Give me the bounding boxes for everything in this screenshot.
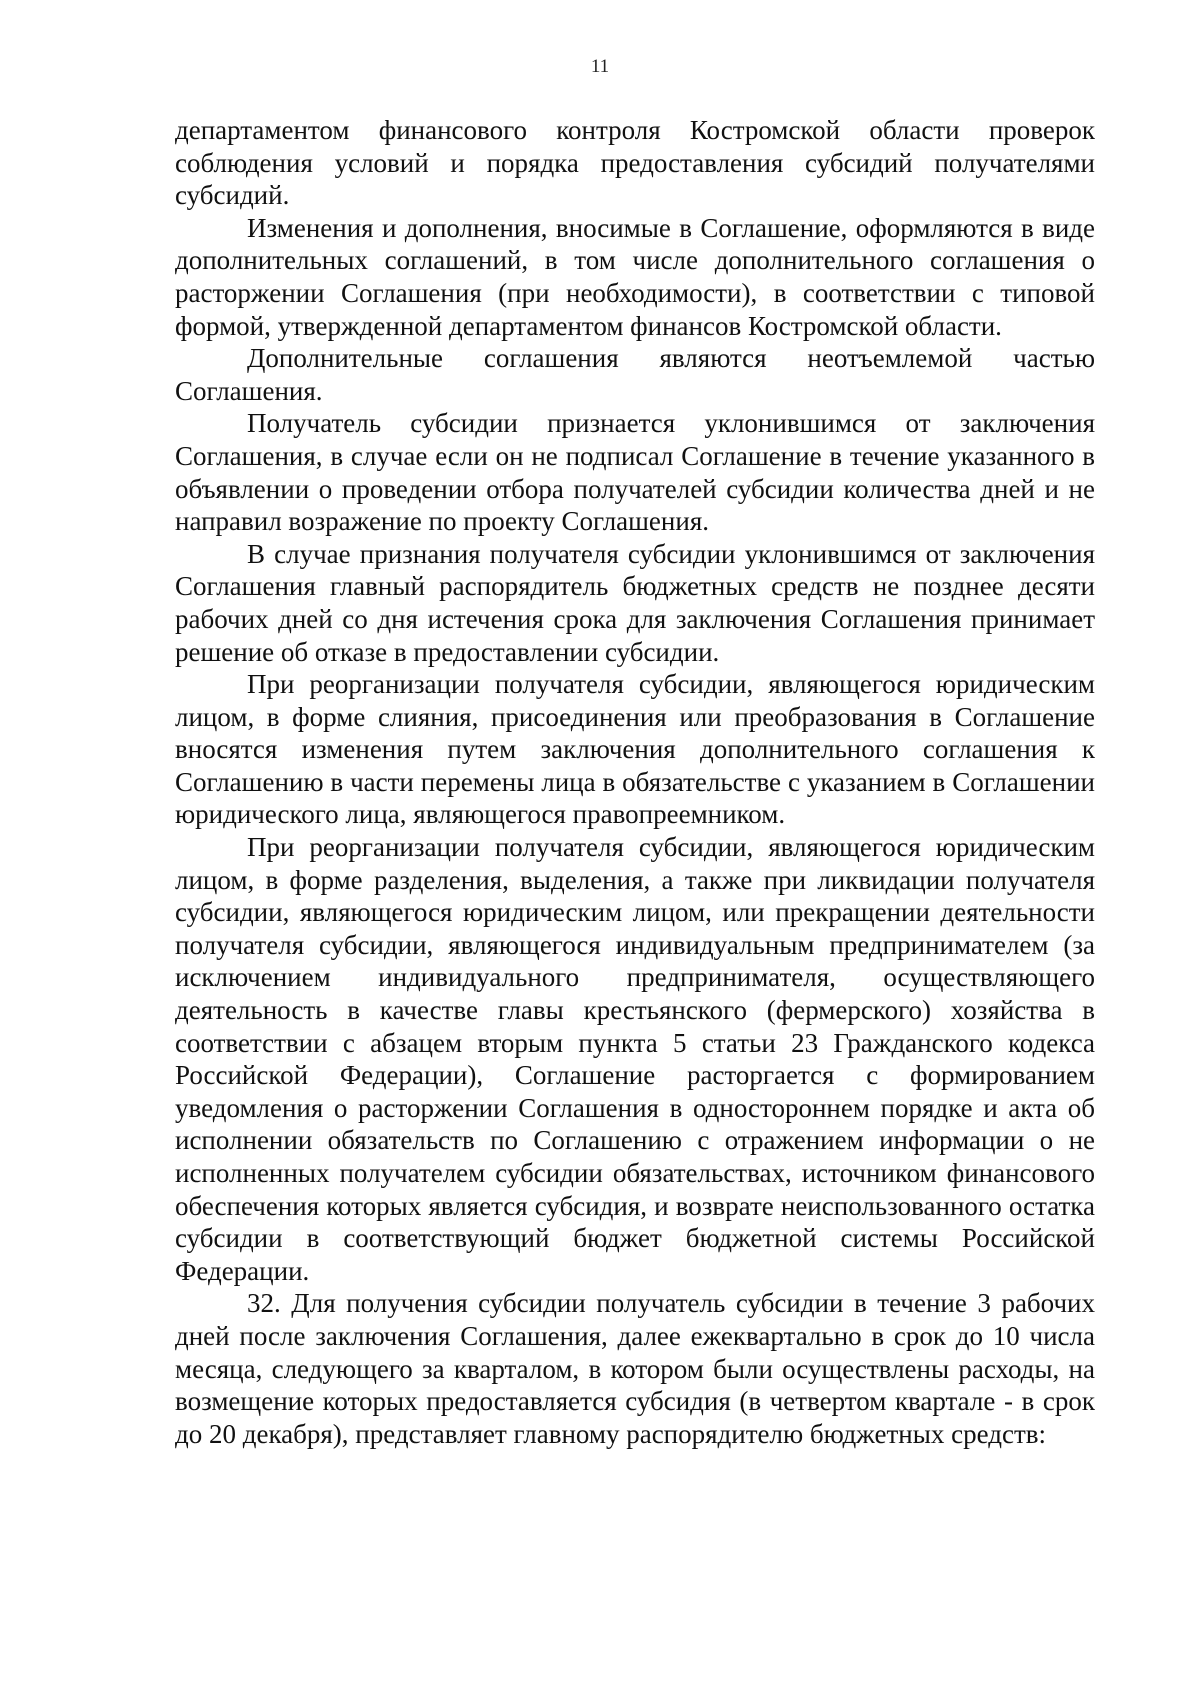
- document-body: [175, 114, 1095, 1450]
- paragraph-additional-agreements: Дополнительные соглашения являются неотъемлемой частью Соглашения.: [175, 343, 1095, 406]
- paragraph-amendments: Изменения и дополнения, вносимые в Соглашение, оформляются в виде дополнительных соглашений, в том числе дополнительного соглашения о расторжении Соглашения (при необходимости), в соответствии с типовой формой, утвержденной департаментом финансов Костромской области.: [175, 212, 1095, 341]
- paragraph-reorganization-merger: При реорганизации получателя субсидии, являющегося юридическим лицом, в форме слияния, присоединения или преобразования в Соглашение вносятся изменения путем заключения дополнительного соглашения к Соглашению в части перемены лица в обязательстве с указанием в Соглашении юридического лица, являющегося правопреемником.: [175, 669, 1095, 830]
- paragraph-refusal: В случае признания получателя субсидии уклонившимся от заключения Соглашения главный распорядитель бюджетных средств не позднее десяти рабочих дней со дня истечения срока для заключения Соглашения принимает решение об отказе в предоставлении субсидии.: [175, 538, 1095, 667]
- paragraph-continuation: департаментом финансового контроля Костромской области проверок соблюдения условий и порядка предоставления субсидий получателями субсидий.: [175, 115, 1095, 211]
- paragraph-item-32: 32. Для получения субсидии получатель субсидии в течение 3 рабочих дней после заключения Соглашения, далее ежеквартально в срок до 10 числа месяца, следующего за кварталом, в котором были осуществлены расходы, на возмещение которых предоставляется субсидия (в четвертом квартале - в срок до 20 декабря), представляет главному распорядителю бюджетных средств:: [175, 1288, 1095, 1449]
- paragraph-evasion: Получатель субсидии признается уклонившимся от заключения Соглашения, в случае если он не подписал Соглашение в течение указанного в объявлении о проведении отбора получателей субсидии количества дней и не направил возражение по проекту Соглашения.: [175, 408, 1095, 537]
- paragraph-reorganization-division: При реорганизации получателя субсидии, являющегося юридическим лицом, в форме разделения, выделения, а также при ликвидации получателя субсидии, являющегося юридическим лицом, или прекращении деятельности получателя субсидии, являющегося индивидуальным предпринимателем (за исключением индивидуального предпринимателя, осуществляющего деятельность в качестве главы крестьянского (фермерского) хозяйства в соответствии с абзацем вторым пункта 5 статьи 23 Гражданского кодекса Российской Федерации), Соглашение расторгается с формированием уведомления о расторжении Соглашения в одностороннем порядке и акта об исполнении обязательств по Соглашению с отражением информации о не исполненных получателем субсидии обязательствах, источником финансового обеспечения которых является субсидия, и возврате неиспользованного остатка субсидии в соответствующий бюджет бюджетной системы Российской Федерации.: [175, 832, 1095, 1286]
- page-number: 11: [590, 56, 610, 77]
